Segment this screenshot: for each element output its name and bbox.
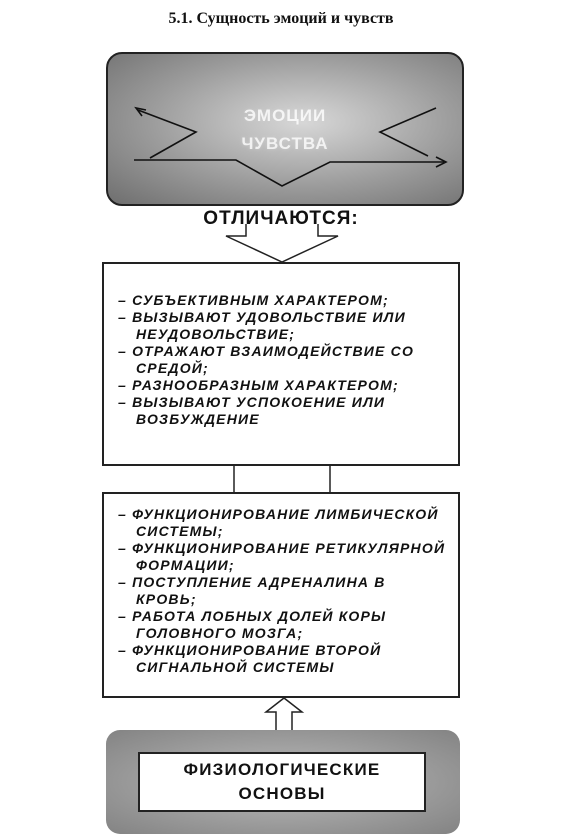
basis-list [118,506,450,676]
list-item: – ВЫЗЫВАЮТ УСПОКОЕНИЕ ИЛИ ВОЗБУЖДЕНИЕ [118,394,386,427]
list-item: – ВЫЗЫВАЮТ УДОВОЛЬСТВИЕ ИЛИ НЕУДОВОЛЬСТВИЕ; [118,309,406,342]
physiological-basis-box [102,492,460,698]
list-item: – ОТРАЖАЮТ ВЗАИМОДЕЙСТВИЕ СО СРЕДОЙ; [118,343,415,376]
list-item: – ФУНКЦИОНИРОВАНИЕ ЛИМБИЧЕСКОЙ СИСТЕМЫ; [118,506,439,539]
list-item: – ФУНКЦИОНИРОВАНИЕ РЕТИКУЛЯРНОЙ ФОРМАЦИИ; [118,540,446,573]
right-diagonal-arrow [380,108,436,156]
horizontal-flow-line [134,160,444,186]
bases-label: ОСНОВЫ [238,784,326,803]
list-item: – СУБЪЕКТИВНЫМ ХАРАКТЕРОМ; [118,292,389,308]
page-title: 5.1. Сущность эмоций и чувств [168,10,394,27]
emotions-label: ЭМОЦИИ [243,106,327,125]
differences-list [118,292,450,428]
physiological-bases-frame [106,730,460,834]
feelings-label: ЧУВСТВА [241,134,329,153]
list-item: – ПОСТУПЛЕНИЕ АДРЕНАЛИНА В КРОВЬ; [118,574,386,607]
list-item: – РАЗНООБРАЗНЫМ ХАРАКТЕРОМ; [118,377,399,393]
differences-box [102,262,460,466]
list-item: – РАБОТА ЛОБНЫХ ДОЛЕЙ КОРЫ ГОЛОВНОГО МОЗГА; [118,608,387,641]
differ-label: ОТЛИЧАЮТСЯ: [203,208,359,229]
left-diagonal-arrow [138,110,196,158]
physiological-label: ФИЗИОЛОГИЧЕСКИЕ [183,760,381,779]
top-box-arrows [134,108,446,186]
physiological-bases-box [138,752,426,812]
up-hollow-arrow [266,698,302,730]
list-item: – ФУНКЦИОНИРОВАНИЕ ВТОРОЙ СИГНАЛЬНОЙ СИСТЕМЫ [118,642,382,675]
